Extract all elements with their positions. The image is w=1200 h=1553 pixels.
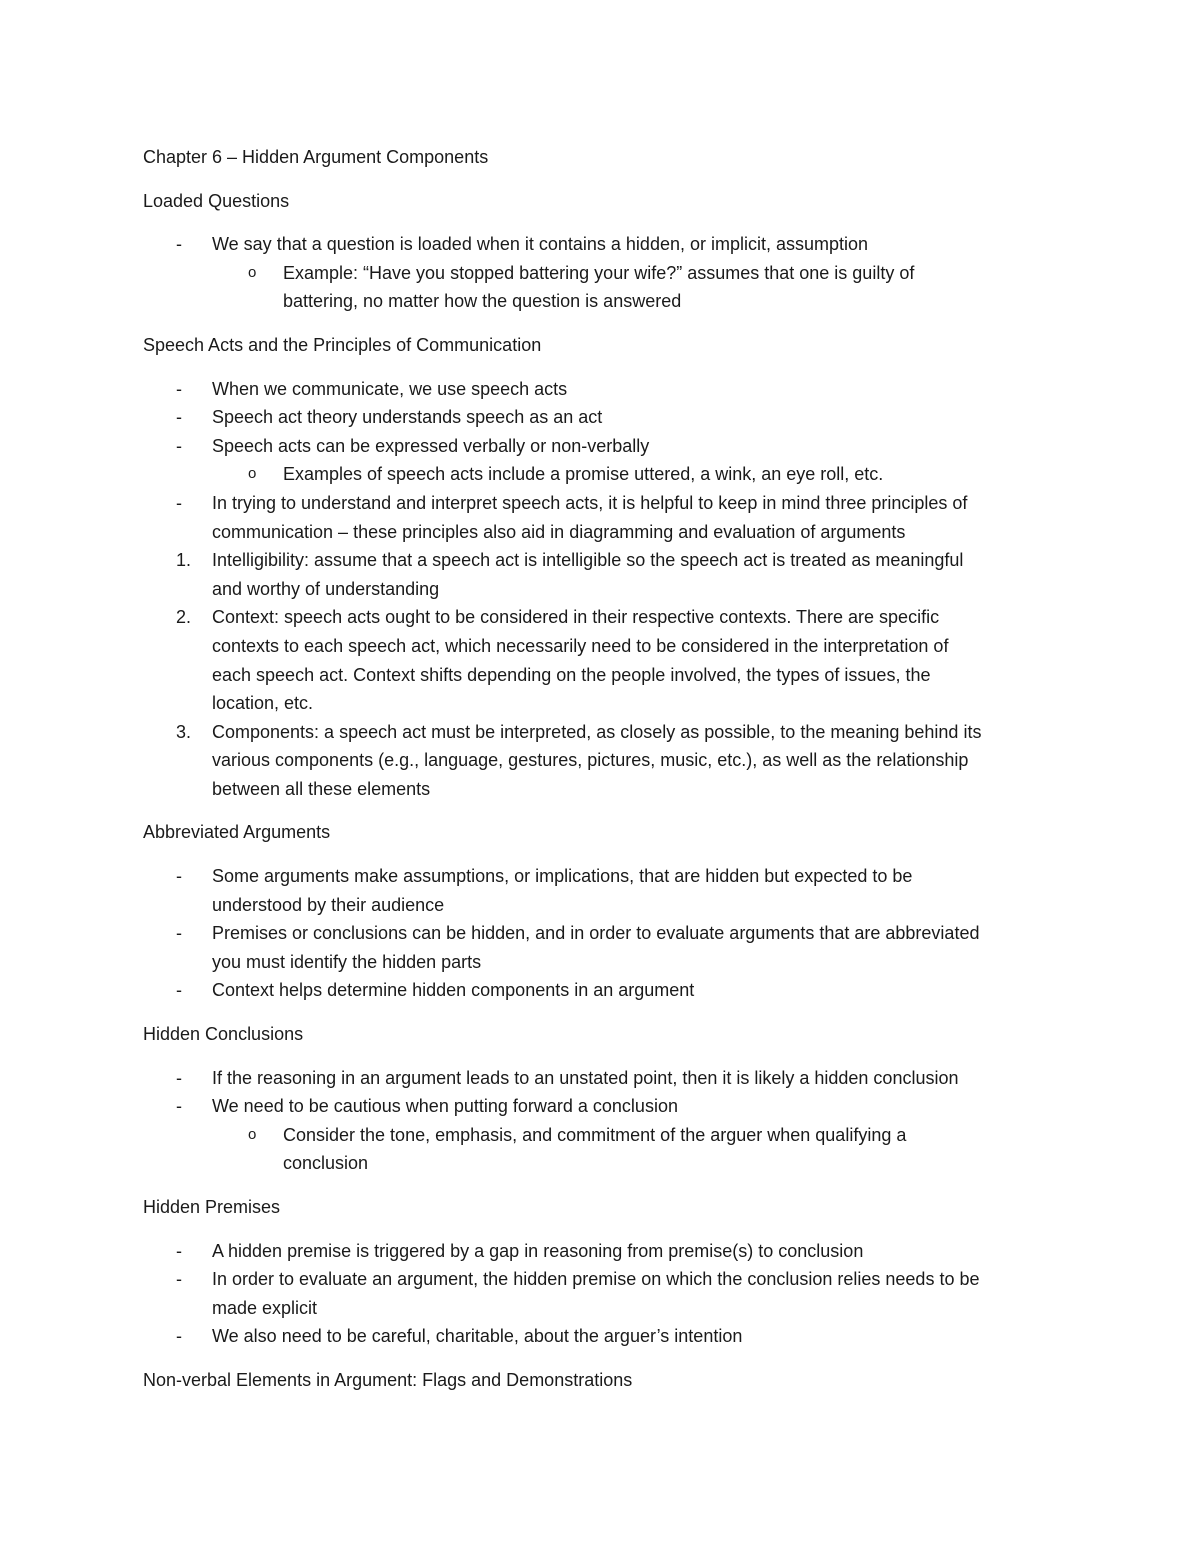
numbered-item xyxy=(143,603,1063,632)
list-number: 3. xyxy=(176,721,192,742)
numbered-item-continued xyxy=(143,632,1063,661)
sub-list-item-continued xyxy=(143,287,1063,316)
numbered-item-continued xyxy=(143,746,1063,775)
list-item-text: We need to be cautious when putting forward a conclusion xyxy=(212,1096,678,1117)
numbered-item xyxy=(143,718,1063,747)
list-item-continued xyxy=(143,1294,1063,1323)
list-item-continued xyxy=(143,518,1063,547)
list-item xyxy=(143,375,1063,404)
bullet-dash: - xyxy=(176,234,182,255)
bullet-dash: - xyxy=(176,980,182,1001)
section-heading-line xyxy=(143,818,1063,847)
list-item-text: In order to evaluate an argument, the hidden premise on which the conclusion relies needs to be xyxy=(212,1269,980,1290)
section-heading-line xyxy=(143,1193,1063,1222)
list-item-text: Some arguments make assumptions, or implications, that are hidden but expected to be xyxy=(212,866,913,887)
numbered-item-text: Components: a speech act must be interpreted, as closely as possible, to the meaning behind its xyxy=(212,721,982,742)
section-heading-line xyxy=(143,331,1063,360)
list-item-text: Context helps determine hidden components in an argument xyxy=(212,980,695,1001)
list-item xyxy=(143,1265,1063,1294)
numbered-item-continued xyxy=(143,575,1063,604)
list-item xyxy=(143,862,1063,891)
section-heading-line xyxy=(143,1366,1063,1395)
bullet-dash: - xyxy=(176,1326,182,1347)
list-item-text: Speech acts can be expressed verbally or non-verbally xyxy=(212,435,650,456)
list-item-text: Speech act theory understands speech as an act xyxy=(212,407,603,428)
section-heading-loaded-questions: Loaded Questions xyxy=(143,190,290,211)
list-item xyxy=(143,1237,1063,1266)
document-body xyxy=(143,143,1063,1395)
numbered-item-text: various components (e.g., language, gestures, pictures, music, etc.), as well as the relationship xyxy=(212,750,969,771)
page-title: Chapter 6 – Hidden Argument Components xyxy=(143,147,489,167)
bullet-dash: - xyxy=(176,1067,182,1088)
list-item-text: We also need to be careful, charitable, about the arguer’s intention xyxy=(212,1326,743,1347)
list-item xyxy=(143,1064,1063,1093)
list-item-continued xyxy=(143,948,1063,977)
section-heading-abbreviated-arguments: Abbreviated Arguments xyxy=(143,822,331,843)
sub-list-item-text: Consider the tone, emphasis, and commitment of the arguer when qualifying a xyxy=(283,1124,907,1145)
section-heading-non-verbal-elements: Non-verbal Elements in Argument: Flags and Demonstrations xyxy=(143,1369,633,1390)
section-heading-hidden-conclusions: Hidden Conclusions xyxy=(143,1024,304,1045)
bullet-dash: - xyxy=(176,492,182,513)
list-item-continued xyxy=(143,891,1063,920)
list-item-text: Premises or conclusions can be hidden, and in order to evaluate arguments that are abbreviated xyxy=(212,923,980,944)
list-item-text: made explicit xyxy=(212,1297,318,1318)
list-item xyxy=(143,489,1063,518)
section-heading-line xyxy=(143,187,1063,216)
bullet-dash: - xyxy=(176,407,182,428)
bullet-dash: - xyxy=(176,1269,182,1290)
sub-list-item xyxy=(143,1121,1063,1150)
bullet-dash: - xyxy=(176,1096,182,1117)
bullet-dash: - xyxy=(176,1240,182,1261)
section-heading-line xyxy=(143,1020,1063,1049)
bullet-dash: - xyxy=(176,923,182,944)
list-item-text: you must identify the hidden parts xyxy=(212,951,482,972)
list-item xyxy=(143,919,1063,948)
list-item-text: understood by their audience xyxy=(212,894,445,915)
sub-list-item-text: battering, no matter how the question is answered xyxy=(283,291,682,312)
numbered-item xyxy=(143,546,1063,575)
list-item-text: When we communicate, we use speech acts xyxy=(212,378,568,399)
list-item-text: A hidden premise is triggered by a gap in reasoning from premise(s) to conclusion xyxy=(212,1240,864,1261)
numbered-item-text: Context: speech acts ought to be considered in their respective contexts. There are specific xyxy=(212,607,940,628)
numbered-item-text: and worthy of understanding xyxy=(212,578,440,599)
sub-list-item xyxy=(143,460,1063,489)
numbered-item-text: location, etc. xyxy=(212,693,314,714)
list-item-text: communication – these principles also aid in diagramming and evaluation of arguments xyxy=(212,521,906,542)
bullet-circle: o xyxy=(248,263,257,281)
section-heading-hidden-premises: Hidden Premises xyxy=(143,1197,281,1217)
list-number: 2. xyxy=(176,607,192,628)
sub-list-item-text: Examples of speech acts include a promise uttered, a wink, an eye roll, etc. xyxy=(283,464,884,485)
sub-list-item-text: conclusion xyxy=(283,1153,369,1174)
page-title-line xyxy=(143,143,1063,172)
bullet-circle: o xyxy=(248,1125,257,1143)
bullet-circle: o xyxy=(248,465,257,483)
section-heading-speech-acts: Speech Acts and the Principles of Communication xyxy=(143,334,542,355)
bullet-dash: - xyxy=(176,378,182,399)
numbered-item-continued xyxy=(143,661,1063,690)
list-item xyxy=(143,230,1063,259)
list-item xyxy=(143,976,1063,1005)
numbered-item-text: contexts to each speech act, which necessarily need to be considered in the interpretation of xyxy=(212,635,949,656)
bullet-dash: - xyxy=(176,435,182,456)
sub-list-item-text: Example: “Have you stopped battering your wife?” assumes that one is guilty of xyxy=(283,262,915,283)
numbered-item-text: each speech act. Context shifts depending on the people involved, the types of issues, the xyxy=(212,664,931,685)
sub-list-item xyxy=(143,259,1063,288)
list-item xyxy=(143,1322,1063,1351)
list-item xyxy=(143,432,1063,461)
numbered-item-text: between all these elements xyxy=(212,778,431,799)
list-item xyxy=(143,403,1063,432)
list-item xyxy=(143,1092,1063,1121)
numbered-item-continued xyxy=(143,689,1063,718)
sub-list-item-continued xyxy=(143,1149,1063,1178)
list-number: 1. xyxy=(176,550,192,571)
numbered-item-continued xyxy=(143,775,1063,804)
list-item-text: If the reasoning in an argument leads to an unstated point, then it is likely a hidden conclusion xyxy=(212,1067,959,1088)
list-item-text: We say that a question is loaded when it contains a hidden, or implicit, assumption xyxy=(212,234,869,255)
numbered-item-text: Intelligibility: assume that a speech act is intelligible so the speech act is treated as meaningful xyxy=(212,550,964,571)
bullet-dash: - xyxy=(176,866,182,887)
list-item-text: In trying to understand and interpret speech acts, it is helpful to keep in mind three principles of xyxy=(212,492,968,513)
